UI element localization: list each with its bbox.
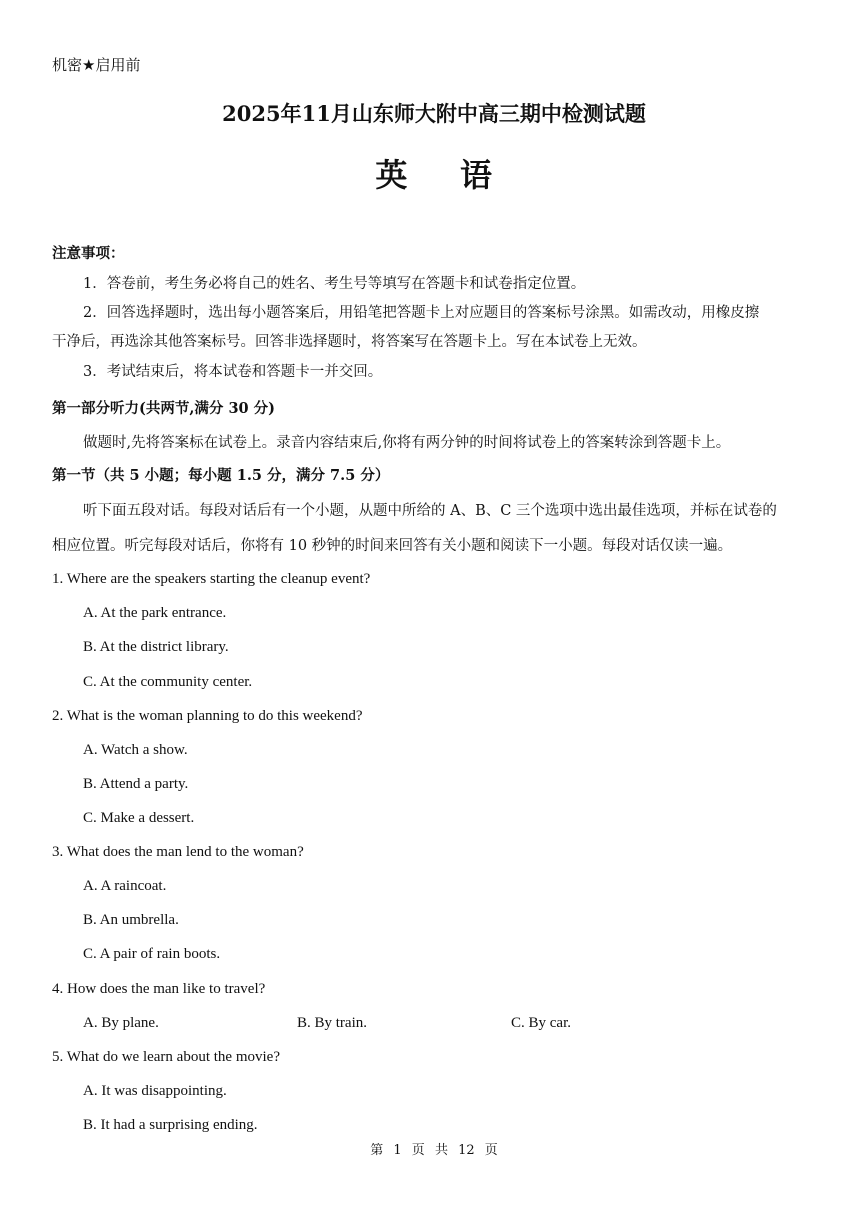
exam-title: 2025年11月山东师大附中高三期中检测试题 <box>222 101 646 126</box>
footer-text: 第 <box>370 1143 384 1158</box>
subject-char: 英 <box>375 156 408 194</box>
footer-text: 共 <box>434 1143 448 1158</box>
question-option: A. A raincoat. <box>83 878 167 894</box>
question-stem: 1. Where are the speakers starting the cleanup event? <box>52 571 371 587</box>
question-stem: 5. What do we learn about the movie? <box>52 1049 280 1065</box>
question-option: B. It had a surprising ending. <box>83 1117 258 1133</box>
footer-text: 页 <box>411 1143 425 1158</box>
question-option: A. Watch a show. <box>83 742 188 758</box>
confidential-label: 机密★启用前 <box>52 56 141 74</box>
question-option: C. A pair of rain boots. <box>83 946 221 962</box>
question-option: B. At the district library. <box>83 639 229 655</box>
question-option: A. At the park entrance. <box>83 605 227 621</box>
question-stem: 2. What is the woman planning to do this weekend? <box>52 708 363 724</box>
page-footer <box>0 1139 868 1158</box>
notice-item-2-cont: 干净后，再选涂其他答案标号。回答非选择题时，将答案写在答题卡上。写在本试卷上无效。 <box>52 334 647 350</box>
footer-text: 页 <box>484 1143 498 1158</box>
question-stem: 4. How does the man like to travel? <box>52 981 266 997</box>
subject-title <box>0 150 868 196</box>
subject-char: 语 <box>460 156 493 194</box>
question-option: C. Make a dessert. <box>83 810 195 826</box>
section1-heading: 第一节（共 5 小题；每小题 1.5 分，满分 7.5 分） <box>52 467 390 484</box>
notice-item-3: 3．考试结束后，将本试卷和答题卡一并交回。 <box>83 364 383 380</box>
question-option: A. It was disappointing. <box>83 1083 227 1099</box>
question-option: A. By plane. <box>83 1015 159 1031</box>
question-option: B. An umbrella. <box>83 912 179 928</box>
part1-instruction: 做题时,先将答案标在试卷上。录音内容结束后,你将有两分钟的时间将试卷上的答案转涂到答题卡上。 <box>83 435 731 451</box>
notice-item-1: 1．答卷前，考生务必将自己的姓名、考生号等填写在答题卡和试卷指定位置。 <box>83 276 586 292</box>
current-page-number: 1 <box>393 1143 402 1158</box>
notice-item-2: 2．回答选择题时，选出每小题答案后，用铅笔把答题卡上对应题目的答案标号涂黑。如需改动，用橡皮擦 <box>83 305 760 321</box>
notice-heading: 注意事项： <box>52 245 125 262</box>
total-page-count: 12 <box>458 1143 475 1158</box>
question-option: B. By train. <box>297 1015 367 1031</box>
part1-heading: 第一部分听力(共两节,满分 30 分) <box>52 400 276 417</box>
section1-instruction: 听下面五段对话。每段对话后有一个小题，从题中所给的 A、B、C 三个选项中选出最佳选项，并标在试卷的 <box>83 503 777 519</box>
question-option: C. By car. <box>511 1015 571 1031</box>
question-stem: 3. What does the man lend to the woman? <box>52 844 304 860</box>
section1-instruction-cont: 相应位置。听完每段对话后，你将有 10 秒钟的时间来回答有关小题和阅读下一小题。每段对话仅读一遍。 <box>52 538 733 554</box>
question-option: B. Attend a party. <box>83 776 189 792</box>
question-option: C. At the community center. <box>83 674 253 690</box>
